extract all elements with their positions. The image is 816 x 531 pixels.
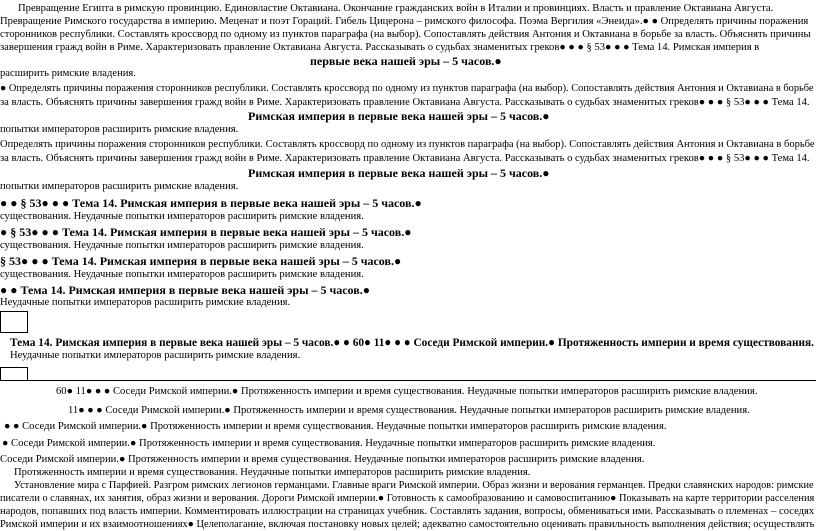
text-line: ● Соседи Римской империи.● Протяженность империи и время существования. Неудачные попытки императоров расширить римские владения. [2,438,656,449]
heading-line: ● ● Тема 14. Римская империя в первые века нашей эры – 5 часов.● [0,283,370,297]
heading-line: Римская империя в первые века нашей эры – 5 часов.● [248,109,550,123]
text-line: сторонников республики. Составлять кроссворд по одному из пунктов параграфа (на выбор). Сопоставлять действия Антония и Октавиана в борьбе за власть. Объяснять причины [0,29,811,40]
empty-cell-box [0,311,28,333]
text-line: Неудачные попытки императоров расширить римские владения. [0,297,291,308]
text-line: Установление мира с Парфией. Разгром римских легионов германцами. Главные враги Римской империи. Образ жизни и верования германцев. Предки славянских народов: римские [14,480,814,491]
text-line: существования. Неудачные попытки императоров расширить римские владения. [0,240,364,251]
empty-cell-box [0,367,28,381]
text-line: Соседи Римской империи.● Протяженность империи и время существования. Неудачные попытки императоров расширить римские владения. [0,454,645,465]
heading-line: ● § 53● ● ● Тема 14. Римская империя в первые века нашей эры – 5 часов.● [0,225,412,239]
heading-line: Римская империя в первые века нашей эры – 5 часов.● [248,166,550,180]
text-line: расширить римские владения. [0,68,136,79]
text-line: Неудачные попытки императоров расширить римские владения. [10,350,301,361]
heading-line: ● ● § 53● ● ● Тема 14. Римская империя в первые века нашей эры – 5 часов.● [0,196,422,210]
text-line: ● ● Соседи Римской империи.● Протяженность империи и время существования. Неудачные попытки императоров расширить римские владения. [4,421,667,432]
text-line: Превращение Римского государства в империю. Меценат и поэт Гораций. Гибель Цицерона – римского философа. Поэма Вергилия «Энеида».● ● Определять причины поражения [0,16,809,27]
text-line: существования. Неудачные попытки императоров расширить римские владения. [0,211,364,222]
heading-line: Тема 14. Римская империя в первые века нашей эры – 5 часов.● ● 60● 11● ● ● Соседи Римской империи.● Протяженность империи и время существования. [10,335,814,349]
text-line: завершения гражд войн в Риме. Характеризовать правление Октавиана Августа. Рассказывать о судьбах знаменитых греков● ● ● § 53● ● ● Тема 14. Римская империя в [0,42,760,53]
heading-line: первые века нашей эры – 5 часов.● [310,54,502,68]
text-line: народов, попавших под власть империи. Комментировать иллюстрации на страницах учебник. Составлять задания, вопросы, обмениваться ими. Рассказывать о племенах – соседях [0,506,815,517]
text-line: писатели о славянах, их занятия, образ жизни и верования. Дороги Римской империи.● Готовность к самообразованию и самовоспитанию● Показывать на карте территории расселения [0,493,815,504]
heading-line: § 53● ● ● Тема 14. Римская империя в первые века нашей эры – 5 часов.● [0,254,402,268]
text-line: ● Определять причины поражения сторонников республики. Составлять кроссворд по одному из пунктов параграфа (на выбор). Сопоставлять действия Антония и Октавиана в борьбе [0,83,814,94]
text-line: за власть. Объяснять причины завершения гражд войн в Риме. Характеризовать правление Октавиана Августа. Рассказывать о судьбах знаменитых греков● ● ● § 53● ● ● Тема 14. [0,97,810,108]
text-line: 11● ● ● Соседи Римской империи.● Протяженность империи и время существования. Неудачные попытки императоров расширить римские владения. [68,405,750,416]
text-line: за власть. Объяснять причины завершения гражд войн в Риме. Характеризовать правление Октавиана Августа. Рассказывать о судьбах знаменитых греков● ● ● § 53● ● ● Тема 14. [0,153,810,164]
text-line: 60● 11● ● ● Соседи Римской империи.● Протяженность империи и время существования. Неудачные попытки императоров расширить римские владения. [56,386,758,397]
text-line: попытки императоров расширить римские владения. [0,181,239,192]
text-line: Превращение Египта в римскую провинцию. Единовластие Октавиана. Окончание гражданских войн в Италии и провинциях. Власть и правление Октавиана Августа. [18,3,774,14]
text-line: Протяженность империи и время существования. Неудачные попытки императоров расширить римские владения. [14,467,531,478]
text-line: попытки императоров расширить римские владения. [0,124,239,135]
divider-line [0,380,816,381]
text-line: Определять причины поражения сторонников республики. Составлять кроссворд по одному из пунктов параграфа (на выбор). Сопоставлять действия Антония и Октавиана в борьбе [0,139,815,150]
text-line: существования. Неудачные попытки императоров расширить римские владения. [0,269,364,280]
text-line: Римской империи и их взаимоотношениях● Целеполагание, включая постановку новых целей; адекватно самостоятельно оценивать правильность выполнения действия; осуществлять [0,519,815,530]
